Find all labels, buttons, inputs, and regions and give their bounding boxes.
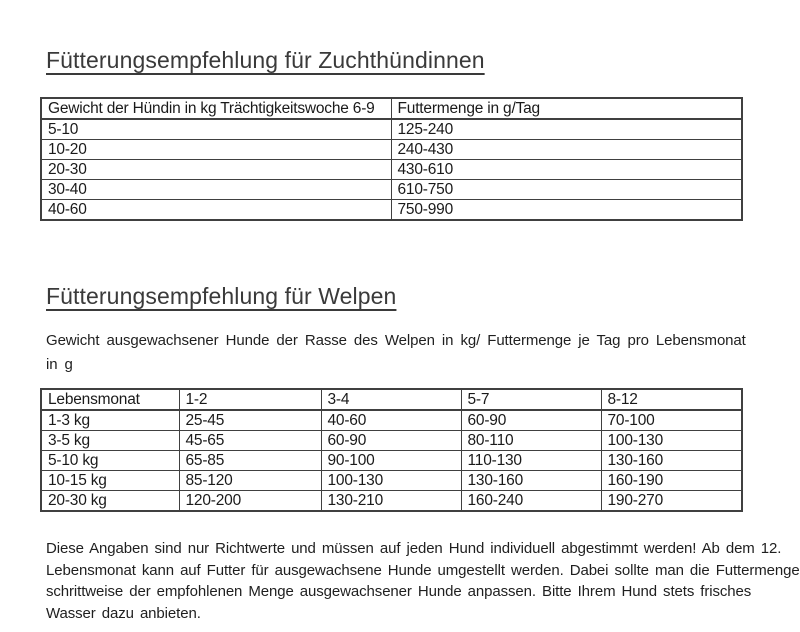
- table-cell: 60-90: [321, 431, 461, 451]
- table-cell: 30-40: [41, 180, 391, 200]
- table-cell: 20-30: [41, 160, 391, 180]
- table-cell: 40-60: [41, 200, 391, 221]
- table-row: [41, 160, 742, 180]
- table-header-row: [41, 389, 742, 410]
- table-cell: 40-60: [321, 410, 461, 431]
- caption-line: in g: [46, 355, 73, 373]
- table-cell: 1-3 kg: [41, 410, 179, 431]
- section-title-puppies: Fütterungsempfehlung für Welpen: [46, 283, 397, 309]
- table-cell: 5-10: [41, 119, 391, 140]
- table-cell: 240-430: [391, 140, 742, 160]
- table-row: [41, 119, 742, 140]
- column-header-cell: 3-4: [321, 389, 461, 410]
- table-row: [41, 410, 742, 431]
- table-cell: 130-160: [461, 471, 601, 491]
- table-cell: 100-130: [321, 471, 461, 491]
- table-cell: 45-65: [179, 431, 321, 451]
- table-row: [41, 431, 742, 451]
- table-cell: 70-100: [601, 410, 742, 431]
- table-cell: 100-130: [601, 431, 742, 451]
- disclaimer-line: schrittweise der empfohlenen Menge ausgewachsener Hunde anpassen. Bitte Ihrem Hund stets frisches: [46, 583, 752, 600]
- column-header-cell: 8-12: [601, 389, 742, 410]
- table-cell: 190-270: [601, 491, 742, 512]
- table-row: [41, 180, 742, 200]
- table-cell: 160-190: [601, 471, 742, 491]
- table-cell: 125-240: [391, 119, 742, 140]
- table-cell: 65-85: [179, 451, 321, 471]
- table-row: [41, 491, 742, 512]
- column-header-cell: Gewicht der Hündin in kg Trächtigkeitswoche 6-9: [41, 98, 391, 119]
- table-cell: 130-160: [601, 451, 742, 471]
- disclaimer-line: Wasser dazu anbieten.: [46, 604, 201, 622]
- table-row: [41, 200, 742, 221]
- table-cell: 160-240: [461, 491, 601, 512]
- table-row: [41, 451, 742, 471]
- table-cell: 25-45: [179, 410, 321, 431]
- disclaimer-line: Diese Angaben sind nur Richtwerte und müssen auf jeden Hund individuell abgestimmt werden! Ab dem 12.: [46, 540, 782, 557]
- table-cell: 120-200: [179, 491, 321, 512]
- table-cell: 430-610: [391, 160, 742, 180]
- table-cell: 10-15 kg: [41, 471, 179, 491]
- column-header-cell: 1-2: [179, 389, 321, 410]
- table-cell: 130-210: [321, 491, 461, 512]
- column-header-cell: Lebensmonat: [41, 389, 179, 410]
- table-cell: 90-100: [321, 451, 461, 471]
- column-header-cell: Futtermenge in g/Tag: [391, 98, 742, 119]
- disclaimer-text: [46, 538, 800, 624]
- puppy-feeding-table: [40, 388, 743, 512]
- table-row: [41, 471, 742, 491]
- table-cell: 10-20: [41, 140, 391, 160]
- caption-line: Gewicht ausgewachsener Hunde der Rasse des Welpen in kg/ Futtermenge je Tag pro Lebensmonat: [46, 332, 746, 349]
- table-cell: 110-130: [461, 451, 601, 471]
- table-header-row: [41, 98, 742, 119]
- table-cell: 85-120: [179, 471, 321, 491]
- breeding-feeding-table: [40, 97, 743, 221]
- section-title-breeding: Fütterungsempfehlung für Zuchthündinnen: [46, 47, 485, 73]
- table-row: [41, 140, 742, 160]
- table-cell: 5-10 kg: [41, 451, 179, 471]
- table-cell: 20-30 kg: [41, 491, 179, 512]
- table-cell: 80-110: [461, 431, 601, 451]
- table-cell: 610-750: [391, 180, 742, 200]
- table-cell: 750-990: [391, 200, 742, 221]
- column-header-cell: 5-7: [461, 389, 601, 410]
- table-cell: 3-5 kg: [41, 431, 179, 451]
- table-cell: 60-90: [461, 410, 601, 431]
- puppy-table-caption: [46, 329, 750, 376]
- disclaimer-line: Lebensmonat kann auf Futter für ausgewachsene Hunde umgestellt werden. Dabei sollte man die Futtermenge: [46, 561, 800, 579]
